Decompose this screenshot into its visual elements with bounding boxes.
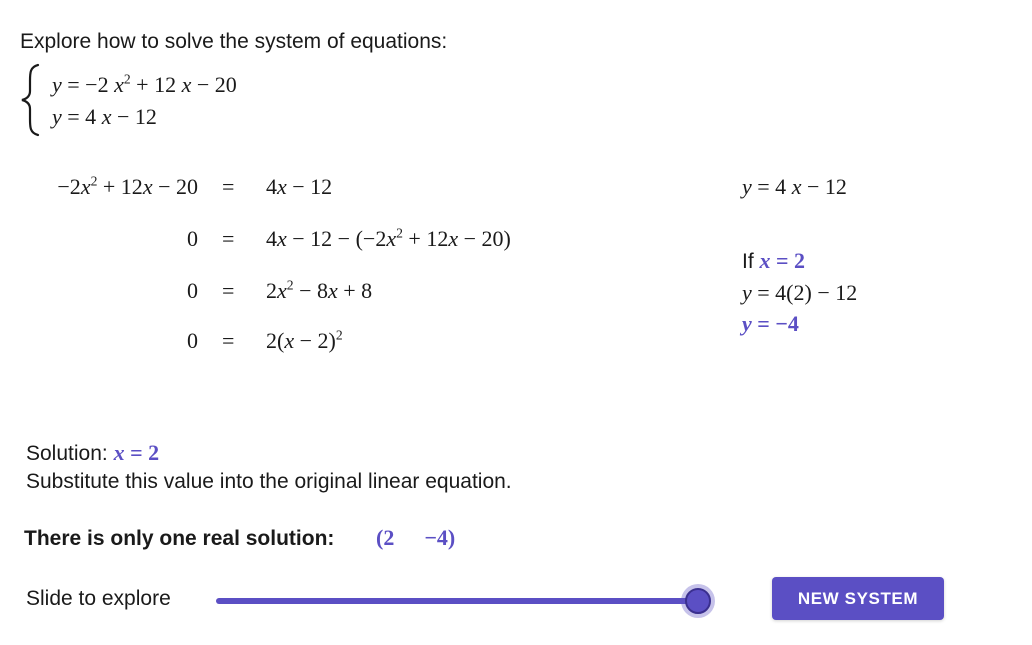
slider-track[interactable]: [216, 598, 698, 604]
substitution-line: y = 4(2) − 12: [742, 280, 858, 305]
slider-label: Slide to explore: [26, 587, 171, 610]
left-brace-icon: [18, 63, 46, 137]
linear-equation: y = 4 x − 12: [742, 174, 847, 199]
explore-prompt: Explore how to solve the system of equations:: [20, 30, 448, 53]
derivation-row4-equals: =: [222, 328, 235, 353]
derivation-row3-lhs: 0: [187, 278, 198, 303]
explore-slider[interactable]: [216, 588, 716, 614]
final-solution-point: (2 −4): [376, 525, 456, 550]
new-system-button[interactable]: NEW SYSTEM: [772, 577, 944, 620]
derivation-row1-rhs: 4x − 12: [266, 174, 333, 199]
system-equation-quadratic: y = −2 $x^2 + 12$ x − 20: [52, 71, 237, 97]
derivation-row2-lhs: 0: [187, 226, 198, 251]
system-equation-linear: y = 4 x − 12: [52, 104, 157, 129]
if-label: If: [742, 250, 760, 273]
solution-line: Solution: x = 2: [26, 440, 160, 465]
result-line: y = −4: [742, 311, 799, 336]
substitute-instruction: Substitute this value into the original linear equation.: [26, 470, 512, 493]
slider-handle[interactable]: [685, 588, 711, 614]
if-condition: If x = 2: [742, 248, 806, 273]
derivation-row3-rhs: $2x^2 - 8x + 8$: [266, 277, 373, 303]
final-solution-label: There is only one real solution:: [24, 527, 335, 550]
solution-label: Solution:: [26, 442, 114, 465]
derivation-row4-rhs: $2(x - 2)^2$: [266, 327, 343, 353]
derivation-row1-lhs: $-2x^2 + 12x - 20$: [57, 173, 198, 199]
derivation-row1-equals: =: [222, 174, 235, 199]
derivation-row2-rhs: $4x - 12 - (-2x^2 + 12x - 20)$: [266, 225, 511, 251]
derivation-row3-equals: =: [222, 278, 235, 303]
derivation-row2-equals: =: [222, 226, 235, 251]
derivation-row4-lhs: 0: [187, 328, 198, 353]
